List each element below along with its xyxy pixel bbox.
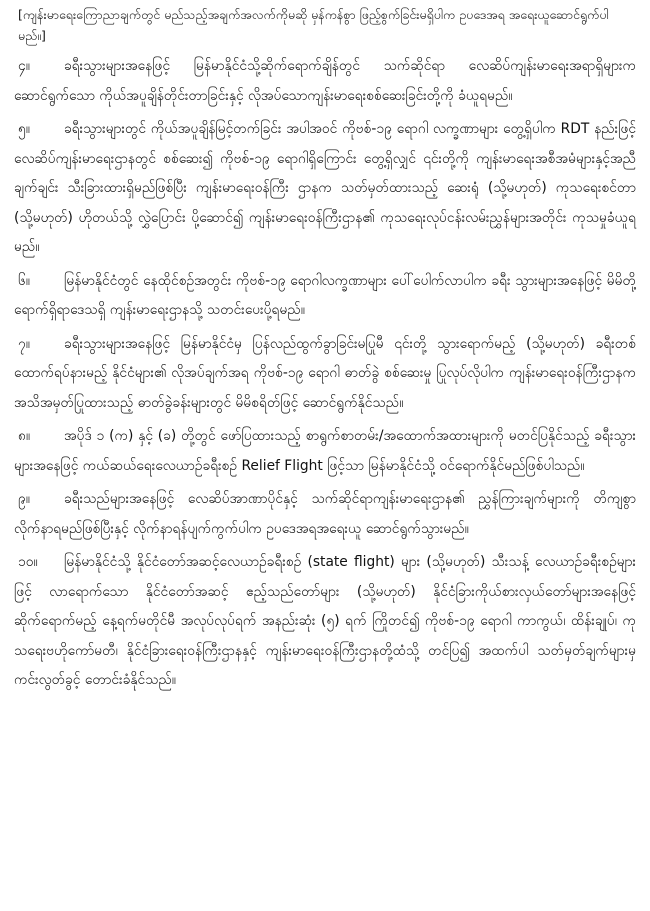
paragraph-number: ၉။ bbox=[18, 491, 30, 507]
paragraph-9 bbox=[14, 485, 636, 544]
paragraph-10 bbox=[14, 548, 636, 696]
paragraph-number: ၅။ bbox=[18, 121, 30, 137]
paragraph-text: ခရီးသွားများအနေဖြင့် မြန်မာနိုင်ငံမှ ပြန်လည်ထွက်ခွာခြင်းမပြုမီ ၎င်းတို့ သွားရောက်မည့် (သို့မဟုတ်) ခရီးတစ်ထောက်ရပ်နားမည့် နိုင်ငံများ၏ လိုအပ်ချက်အရ ကိုဗစ်-၁၉ ရောဂါ ဓာတ်ခွဲ စစ်ဆေးမှု ပြုလုပ်လိုပါက ကျန်းမာရေးဝန်ကြီးဌာနက အသိအမှတ်ပြုထားသည့် ဓာတ်ခွဲခန်းများတွင် မိမိစရိတ်ဖြင့် ဆောင်ရွက်နိုင်သည်။ bbox=[14, 335, 636, 411]
paragraph-4 bbox=[14, 52, 636, 111]
paragraph-number: ၆။ bbox=[18, 272, 30, 289]
paragraph-text: မြန်မာနိုင်ငံသို့ နိုင်ငံတော်အဆင့်လေယာဉ်ခရီးစဉ် (state flight) များ (သို့မဟုတ်) သီးသန့် လေယာဉ်ခရီးစဉ်များဖြင့် လာရောက်သော နိုင်ငံတော်အဆင့် ဧည့်သည်တော်များ (သို့မဟုတ်) နိုင်ငံခြားကိုယ်စားလှယ်တော်များအနေဖြင့် ဆိုက်ရောက်မည့် နေ့ရက်မတိုင်မီ အလုပ်လုပ်ရက် အနည်းဆုံး (၅) ရက် ကြိုတင်၍ ကိုဗစ်-၁၉ ရောဂါ ကာကွယ်၊ ထိန်းချုပ်၊ ကုသရေးဗဟိုကော်မတီ၊ နိုင်ငံခြားရေးဝန်ကြီးဌာနနှင့် ကျန်းမာရေးဝန်ကြီးဌာနတို့ထံသို့ တင်ပြ၍ အထက်ပါ သတ်မှတ်ချက်များမှ ကင်းလွတ်ခွင့် တောင်းခံနိုင်သည်။ bbox=[14, 554, 636, 688]
paragraph-text: ခရီးသည်များအနေဖြင့် လေဆိပ်အာဏာပိုင်နှင့် သက်ဆိုင်ရာကျန်းမာရေးဌာန၏ ညွှန်ကြားချက်များကို တိကျစွာလိုက်နာရမည်ဖြစ်ပြီးနှင့် လိုက်နာရန်ပျက်ကွက်ပါက ဥပဒေအရအရေးယူ ဆောင်ရွက်သွားမည်။ bbox=[14, 491, 636, 537]
paragraph-5 bbox=[14, 115, 636, 263]
intro-note: [ကျန်းမာရေးကြောညာချက်တွင် မည်သည့်အချက်အလက်ကိုမဆို မှန်ကန်စွာ ဖြည့်စွက်ခြင်းမရှိပါက ဥပဒေအရ အရေးယူဆောင်ရွက်ပါမည်။] bbox=[18, 7, 609, 43]
paragraph-text: ခရီးသွားများအနေဖြင့် မြန်မာနိုင်ငံသို့ဆိုက်ရောက်ချိန်တွင် သက်ဆိုင်ရာ လေဆိပ်ကျန်းမာရေးအရာရှိများက ဆောင်ရွက်သော ကိုယ်အပူချိန်တိုင်းတာခြင်းနှင့် လိုအပ်သောကျန်းမာရေးစစ်ဆေးခြင်းတို့ကို ခံယူရမည်။ bbox=[14, 58, 636, 104]
paragraph-text: ခရီးသွားများတွင် ကိုယ်အပူချိန်မြင့်တက်ခြင်း အပါအဝင် ကိုဗစ်-၁၉ ရောဂါ လက္ခဏာများ တွေ့ရှိပါက RDT နည်းဖြင့် လေဆိပ်ကျန်းမာရေးဌာနတွင် စစ်ဆေး၍ ကိုဗစ်-၁၉ ရောဂါရှိကြောင်း တွေ့ရှိလျှင် ၎င်းတို့ကို ကျန်းမာရေးအစီအမံများနှင့်အညီ ချက်ချင်း သီးခြားထားရှိမည်ဖြစ်ပြီး ကျန်းမာရေးဝန်ကြီး ဌာနက သတ်မှတ်ထားသည့် ဆေးရုံ (သို့မဟုတ်) ကုသရေးစင်တာ (သို့မဟုတ်) ဟိုတယ်သို့ လွှဲပြောင်း ပို့ဆောင်၍ ကျန်းမာရေးဝန်ကြီးဌာန၏ ကုသရေးလုပ်ငန်းလမ်းညွှန်များအတိုင်း ကုသမှုခံယူရမည်။ bbox=[14, 121, 636, 255]
paragraph-7 bbox=[14, 330, 636, 419]
paragraph-8 bbox=[14, 422, 636, 481]
paragraph-text: အပိုဒ် ၁ (က) နှင့် (ခ) တို့တွင် ဖော်ပြထားသည့် စာရွက်စာတမ်း/အထောက်အထားများကို မတင်ပြနိုင်သည့် ခရီးသွားများအနေဖြင့် ကယ်ဆယ်ရေးလေယာဉ်ခရီးစဉ် Relief Flight ဖြင့်သာ မြန်မာနိုင်ငံသို့ ဝင်ရောက်နိုင်မည်ဖြစ်ပါသည်။ bbox=[14, 428, 636, 474]
paragraph-text: မြန်မာနိုင်ငံတွင် နေထိုင်စဉ်အတွင်း ကိုဗစ်-၁၉ ရောဂါလက္ခဏာများ ပေါ်ပေါက်လာပါက ခရီး သွားများအနေဖြင့် မိမိတို့ရောက်ရှိရာဒေသရှိ ကျန်းမာရေးဌာနသို့ သတင်းပေးပို့ရမည်။ bbox=[14, 272, 636, 318]
paragraph-6 bbox=[14, 267, 636, 326]
paragraph-number: ၁၀။ bbox=[18, 554, 38, 570]
paragraph-number: ၄။ bbox=[18, 58, 30, 74]
paragraph-number: ၇။ bbox=[18, 335, 30, 352]
paragraph-number: ၈။ bbox=[18, 428, 31, 444]
